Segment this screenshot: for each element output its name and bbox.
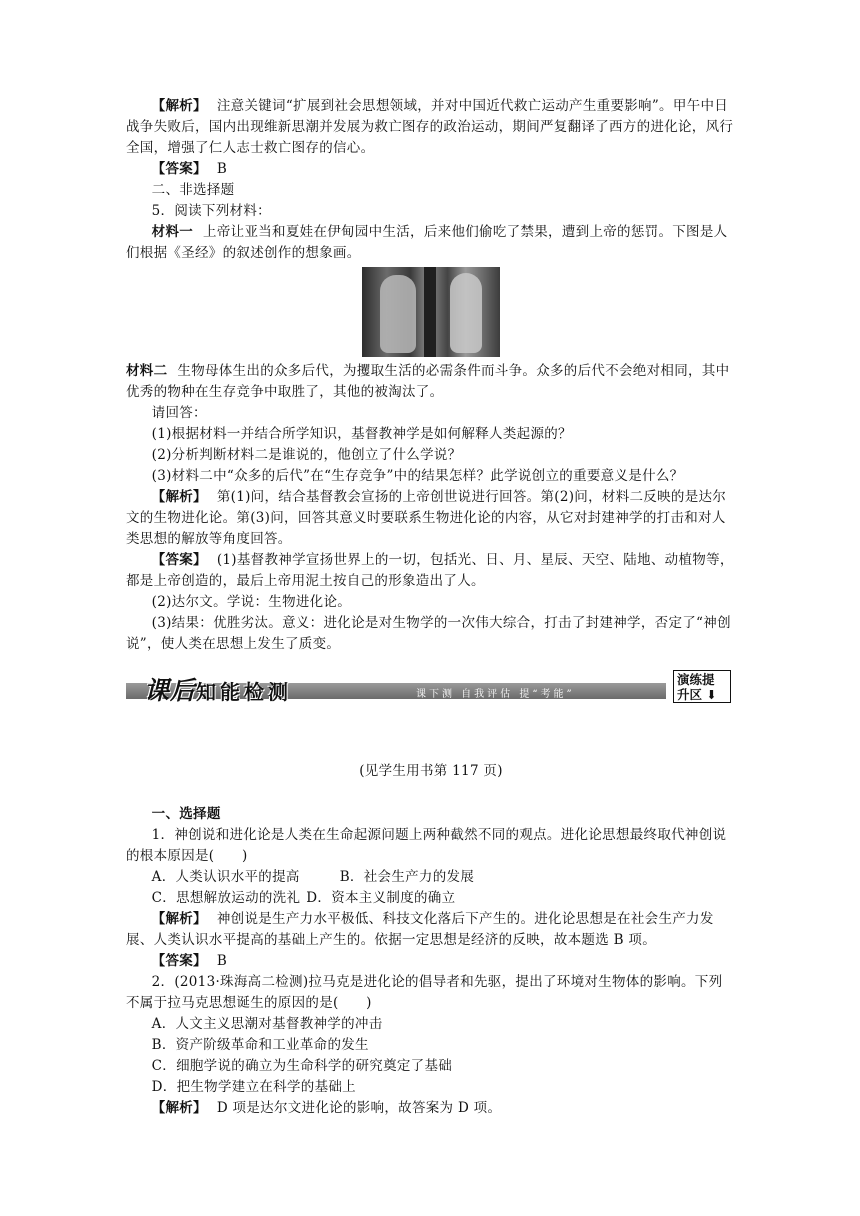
tree-figure (424, 267, 436, 357)
banner-title (144, 671, 292, 707)
section-heading: 二、非选择题 (151, 182, 235, 198)
q1-analysis-label: 【解析】 (151, 911, 207, 927)
q1-stem: 1．神创说和进化论是人类在生命起源问题上两种截然不同的观点。进化论思想最终取代神创说的根本原因是( ) (126, 827, 727, 864)
analysis-paragraph-2 (126, 487, 736, 550)
q2-option-b: B．资产阶级革命和工业革命的发生 (151, 1037, 369, 1053)
q1-analysis (126, 909, 736, 951)
analysis-paragraph (126, 96, 736, 159)
answer-paragraph (126, 550, 736, 592)
analysis-label: 【解析】 (151, 98, 207, 114)
sub-question-2: (2)分析判断材料二是谁说的，他创立了什么学说？ (151, 447, 462, 463)
material-one-text: 上帝让亚当和夏娃在伊甸园中生活，后来他们偷吃了禁果，遭到上帝的惩罚。下图是人们根据《圣经》的叙述创作的想象画。 (126, 224, 728, 261)
analysis-label-2: 【解析】 (151, 489, 207, 505)
eve-figure (450, 273, 482, 353)
sub-question-1: (1)根据材料一并结合所学知识，基督教神学是如何解释人类起源的？ (151, 426, 572, 442)
material-two (126, 361, 736, 403)
prompt-line: 请回答： (151, 405, 207, 421)
banner-title-main: 课后 (144, 676, 197, 705)
material-one-label: 材料一 (151, 224, 194, 240)
sub-question-3: (3)材料二中“众多的后代”在“生存竞争”中的结果怎样？此学说创立的重要意义是什么？ (151, 468, 684, 484)
q2-option-d: D．把生物学建立在科学的基础上 (151, 1079, 356, 1095)
banner-box-line1: 演练提 (677, 672, 715, 687)
answer-value: B (216, 161, 228, 177)
q1-options-row1 (126, 867, 736, 888)
q2-option-a: A．人文主义思潮对基督教神学的冲击 (151, 1016, 383, 1032)
adam-eve-painting (362, 267, 500, 357)
q1-option-b: B．社会生产力的发展 (339, 869, 475, 885)
document-page (126, 96, 736, 1119)
q2-analysis-text: D 项是达尔文进化论的影响，故答案为 D 项。 (216, 1100, 502, 1116)
analysis-text-2: 第(1)问，结合基督教会宣扬的上帝创世说进行回答。第(2)问，材料二反映的是达尔文的生物进化论。第(3)问，回答其意义时要联系生物进化论的内容，从它对封建神学的打击和对人类思想的解放等角度回答。 (126, 489, 727, 547)
material-two-text: 生物母体生出的众多后代，为攫取生活的必需条件而斗争。众多的后代不会绝对相同，其中优秀的物种在生存竞争中取胜了，其他的被淘汰了。 (126, 363, 730, 400)
banner-box (673, 670, 731, 703)
material-two-label: 材料二 (126, 363, 168, 379)
analysis-text: 注意关键词“扩展到社会思想领域，并对中国近代救亡运动产生重要影响”。甲午中日战争失败后，国内出现维新思潮并发展为救亡图存的政治运动，期间严复翻译了西方的进化论，风行全国，增强了仁人志士救亡图存的信心。 (126, 98, 734, 156)
banner-title-rest: 知能检测 (196, 680, 293, 704)
q1-option-a: A．人类认识水平的提高 (151, 869, 300, 885)
answer-label: 【答案】 (151, 161, 207, 177)
banner-box-line2: 升区 ⬇ (677, 687, 717, 702)
section-banner (126, 669, 736, 705)
answer-line (126, 159, 736, 180)
q1-answer (126, 951, 736, 972)
answer-part-2: (2)达尔文。学说：生物进化论。 (151, 594, 352, 610)
banner-slogan: 课下测 自我评估 提“考能” (416, 689, 575, 700)
section-heading-choice: 一、选择题 (151, 806, 221, 822)
q1-option-c: C．思想解放运动的洗礼 (151, 890, 301, 906)
q2-analysis (126, 1098, 736, 1119)
question-title: 5．阅读下列材料： (151, 203, 271, 219)
answer-label-2: 【答案】 (151, 552, 207, 568)
source-reference: (见学生用书第 117 页) (359, 763, 503, 779)
q2-option-c: C．细胞学说的确立为生命科学的研究奠定了基础 (151, 1058, 453, 1074)
q2-analysis-label: 【解析】 (151, 1100, 207, 1116)
material-one (126, 222, 736, 264)
answer-part-1: (1)基督教神学宣扬世界上的一切，包括光、日、月、星辰、天空、陆地、动植物等，都是上帝创造的，最后上帝用泥土按自己的形象造出了人。 (126, 552, 734, 589)
answer-part-3: (3)结果：优胜劣汰。意义：进化论是对生物学的一次伟大综合，打击了封建神学，否定了“神创说”，使人类在思想上发生了质变。 (126, 615, 731, 652)
q2-stem: 2．(2013·珠海高二检测)拉马克是进化论的倡导者和先驱，提出了环境对生物体的影响。下列不属于拉马克思想诞生的原因的是( ) (126, 974, 723, 1011)
adam-figure (380, 275, 416, 353)
q1-answer-value: B (216, 953, 228, 969)
q1-options-row2 (126, 888, 736, 909)
q1-answer-label: 【答案】 (151, 953, 207, 969)
q1-analysis-text: 神创说是生产力水平极低、科技文化落后下产生的。进化论思想是在社会生产力发展、人类认识水平提高的基础上产生的。依据一定思想是经济的反映，故本题选 B 项。 (126, 911, 714, 948)
q1-option-d: D．资本主义制度的确立 (306, 890, 456, 906)
